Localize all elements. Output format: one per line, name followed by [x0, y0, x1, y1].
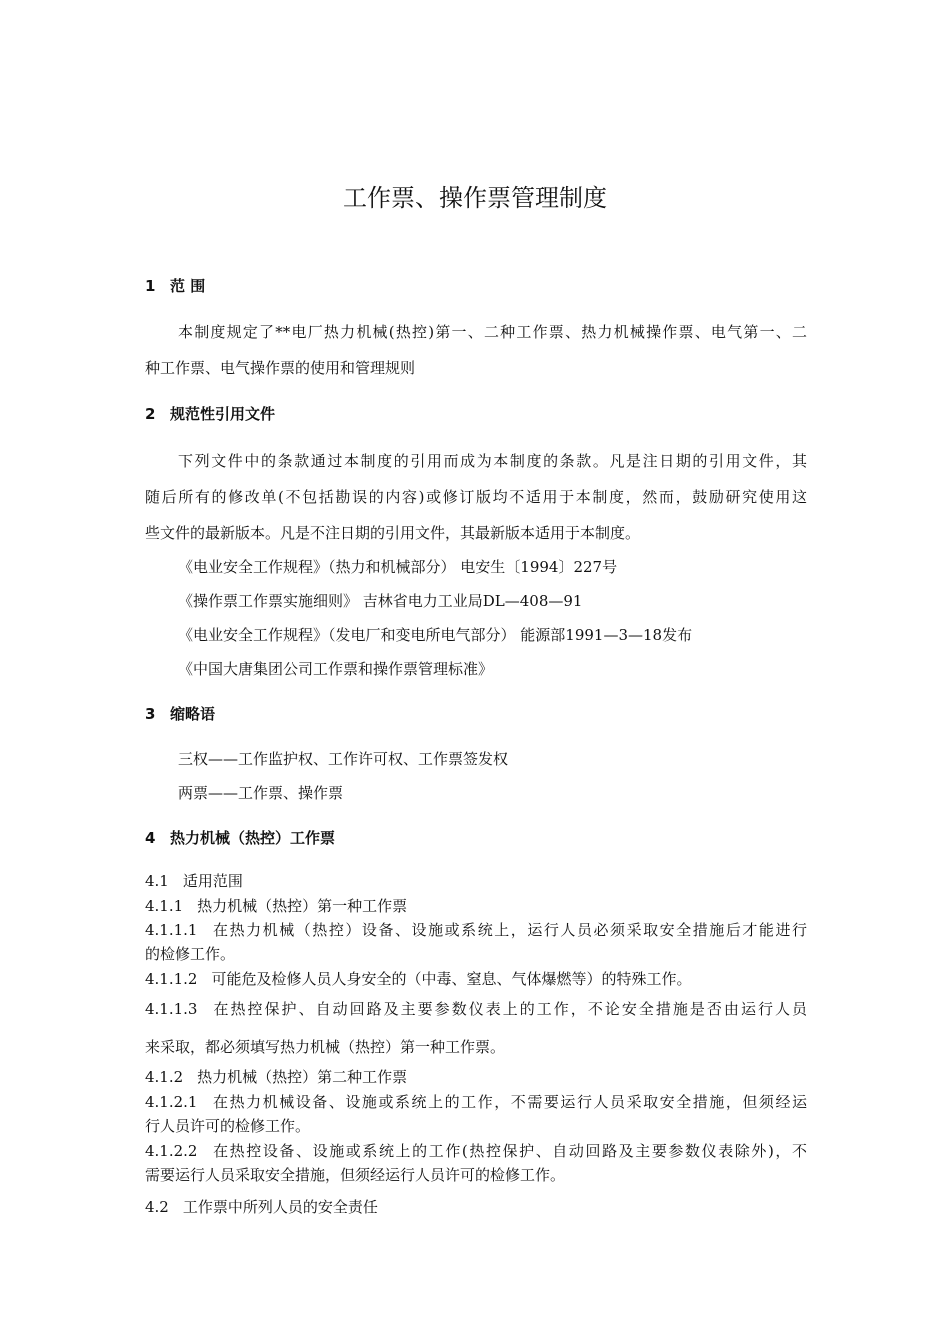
- clause-number: 4.2: [145, 1198, 169, 1216]
- clause-4-1-1: [145, 896, 407, 916]
- clause-text: 在热力机械设备、设施或系统上的工作，不需要运行人员采取安全措施，但须经运: [211, 1093, 807, 1111]
- section-title: 热力机械（热控）工作票: [170, 829, 336, 847]
- section-title: 缩略语: [170, 705, 216, 723]
- section-number: 4: [145, 829, 156, 847]
- clause-continuation: 行人员许可的检修工作。: [145, 1117, 311, 1135]
- paragraph-line: 下列文件中的条款通过本制度的引用而成为本制度的条款。凡是注日期的引用文件，其: [178, 452, 807, 470]
- clause-4-1-2-1: [145, 1092, 807, 1112]
- paragraph-line: 随后所有的修改单(不包括勘误的内容)或修订版均不适用于本制度，然而，鼓励研究使用这: [145, 488, 807, 506]
- section-number: 3: [145, 705, 156, 723]
- reference-item: 《电业安全工作规程》（热力和机械部分） 电安生〔1994〕227号: [178, 558, 618, 576]
- reference-item: 《中国大唐集团公司工作票和操作票管理标准》: [178, 660, 494, 678]
- clause-4-2: [145, 1197, 378, 1217]
- section-title: 范 围: [170, 277, 206, 295]
- paragraph-line: 种工作票、电气操作票的使用和管理规则: [145, 359, 416, 377]
- clause-4-1-1-2: [145, 969, 692, 989]
- clause-text: 热力机械（热控）第二种工作票: [197, 1068, 408, 1086]
- clause-text: 工作票中所列人员的安全责任: [182, 1198, 378, 1216]
- reference-item: 《操作票工作票实施细则》 吉林省电力工业局DL—408—91: [178, 592, 583, 610]
- clause-number: 4.1: [145, 872, 169, 890]
- section-number: 2: [145, 405, 156, 423]
- clause-text: 在热控设备、设施或系统上的工作(热控保护、自动回路及主要参数仪表除外)，不: [211, 1142, 807, 1160]
- clause-4-1-2-2: [145, 1141, 807, 1161]
- clause-number: 4.1.2: [145, 1068, 184, 1086]
- clause-text: 可能危及检修人员人身安全的（中毒、窒息、气体爆燃等）的特殊工作。: [211, 970, 692, 988]
- clause-4-1-2: [145, 1067, 407, 1087]
- clause-text: 在热力机械（热控）设备、设施或系统上，运行人员必须采取安全措施后才能进行: [211, 921, 807, 939]
- clause-number: 4.1.1.1: [145, 921, 198, 939]
- section-heading-4: [145, 828, 335, 848]
- clause-4-1-1-3: [145, 999, 807, 1019]
- clause-4-1-1-1: [145, 920, 807, 940]
- paragraph-line: 本制度规定了**电厂热力机械(热控)第一、二种工作票、热力机械操作票、电气第一、二: [178, 323, 807, 341]
- clause-text: 热力机械（热控）第一种工作票: [197, 897, 408, 915]
- clause-continuation: 需要运行人员采取安全措施，但须经运行人员许可的检修工作。: [145, 1166, 566, 1184]
- clause-4-1: [145, 871, 243, 891]
- abbreviation-item: 两票——工作票、操作票: [178, 784, 344, 802]
- paragraph-line: 些文件的最新版本。凡是不注日期的引用文件，其最新版本适用于本制度。: [145, 524, 641, 542]
- clause-text: 适用范围: [182, 872, 243, 890]
- clause-text: 在热控保护、自动回路及主要参数仪表上的工作，不论安全措施是否由运行人员: [211, 1000, 807, 1018]
- section-heading-1: [145, 276, 205, 296]
- section-heading-3: [145, 704, 215, 724]
- clause-number: 4.1.2.1: [145, 1093, 198, 1111]
- clause-continuation: 来采取，都必须填写热力机械（热控）第一种工作票。: [145, 1038, 506, 1056]
- section-number: 1: [145, 277, 156, 295]
- clause-number: 4.1.2.2: [145, 1142, 198, 1160]
- clause-number: 4.1.1: [145, 897, 184, 915]
- reference-item: 《电业安全工作规程》（发电厂和变电所电气部分） 能源部1991—3—18发布: [178, 626, 693, 644]
- section-title: 规范性引用文件: [170, 405, 276, 423]
- clause-continuation: 的检修工作。: [145, 945, 236, 963]
- section-heading-2: [145, 404, 275, 424]
- clause-number: 4.1.1.2: [145, 970, 198, 988]
- abbreviation-item: 三权——工作监护权、工作许可权、工作票签发权: [178, 750, 509, 768]
- clause-number: 4.1.1.3: [145, 1000, 198, 1018]
- page-title: 工作票、操作票管理制度: [343, 184, 607, 212]
